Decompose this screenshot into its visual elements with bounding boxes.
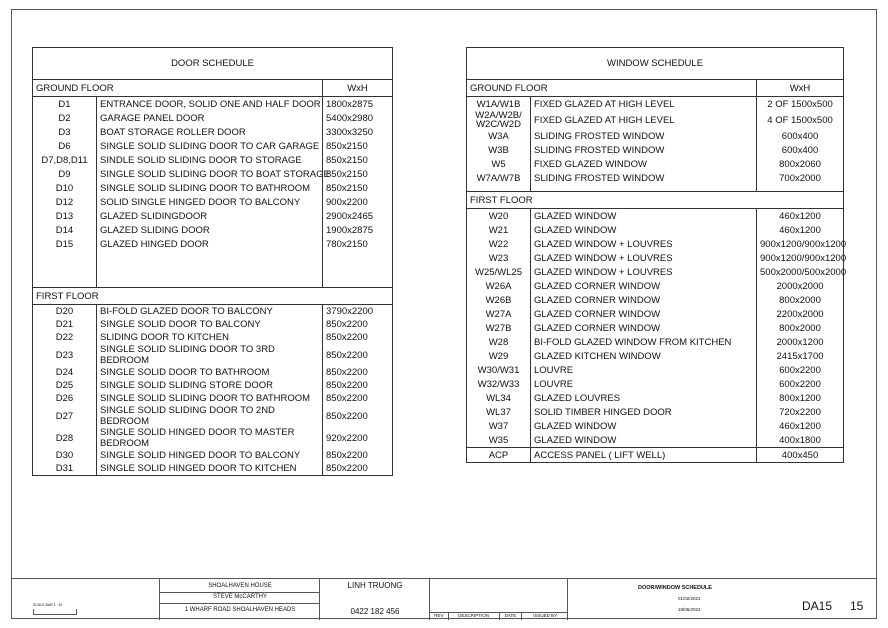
item-id: W1A/W1B — [467, 97, 531, 112]
item-id: W30/W31 — [467, 363, 531, 377]
table-row — [467, 433, 844, 448]
item-id: W32/W33 — [467, 377, 531, 391]
item-size: 600x400 — [757, 129, 844, 143]
table-row — [33, 223, 393, 237]
table-row — [33, 181, 393, 195]
item-description: SINGLE SOLID SLIDING DOOR TO BATHROOM — [97, 181, 323, 195]
table-row — [467, 377, 844, 391]
table-row — [33, 379, 393, 392]
size-header: WxH — [323, 80, 393, 97]
item-description: SINGLE SOLID SLIDING DOOR TO CAR GARAGE — [97, 139, 323, 153]
item-size: 850x2200 — [323, 344, 393, 366]
item-description: BI-FOLD GLAZED WINDOW FROM KITCHEN — [531, 335, 757, 349]
item-id: D26 — [33, 392, 97, 405]
table-row — [467, 265, 844, 279]
item-description: SOLID SINGLE HINGED DOOR TO BALCONY — [97, 195, 323, 209]
item-description: SINDLE SOLID SLIDING DOOR TO STORAGE — [97, 153, 323, 167]
item-id: D1 — [33, 97, 97, 112]
item-description: GLAZED WINDOW + LOUVRES — [531, 237, 757, 251]
item-size: 400x450 — [757, 448, 844, 463]
item-size: 2415x1700 — [757, 349, 844, 363]
table-row — [33, 462, 393, 476]
sheet-number: 15 — [850, 599, 864, 613]
table-row — [33, 139, 393, 153]
table-row — [467, 448, 844, 463]
item-id: D20 — [33, 305, 97, 319]
item-size: 850x2150 — [323, 153, 393, 167]
item-size: 600x2200 — [757, 363, 844, 377]
section-heading: FIRST FLOOR — [467, 192, 844, 209]
table-row — [33, 449, 393, 462]
table-row — [467, 157, 844, 171]
spacer-cell — [33, 251, 97, 288]
table-row — [467, 307, 844, 321]
item-id: D9 — [33, 167, 97, 181]
item-id: D14 — [33, 223, 97, 237]
item-description: GARAGE PANEL DOOR — [97, 111, 323, 125]
item-size: 850x2200 — [323, 331, 393, 344]
item-description: SINGLE SOLID SLIDING DOOR TO 2ND BEDROOM — [97, 405, 323, 427]
scale-label: SCALE BAR 1 : 10 — [33, 603, 63, 607]
section-heading: GROUND FLOOR — [467, 80, 757, 97]
item-description: SINGLE SOLID DOOR TO BALCONY — [97, 318, 323, 331]
item-description: SINGLE SOLID SLIDING DOOR TO 3RD BEDROOM — [97, 344, 323, 366]
section-heading: GROUND FLOOR — [33, 80, 323, 97]
item-size: 2200x2000 — [757, 307, 844, 321]
item-size: 720x2200 — [757, 405, 844, 419]
item-id: W3A — [467, 129, 531, 143]
item-description: SINGLE SOLID HINGED DOOR TO MASTER BEDROOM — [97, 427, 323, 449]
item-size: 800x2000 — [757, 293, 844, 307]
item-size: 850x2150 — [323, 167, 393, 181]
item-size: 850x2200 — [323, 392, 393, 405]
rev-header-description: DESCRIPTION — [449, 613, 500, 620]
table-row — [33, 153, 393, 167]
item-description: GLAZED WINDOW + LOUVRES — [531, 251, 757, 265]
item-size: 2900x2465 — [323, 209, 393, 223]
item-description: GLAZED CORNER WINDOW — [531, 293, 757, 307]
item-id: W27A — [467, 307, 531, 321]
item-id: W35 — [467, 433, 531, 448]
item-description: SLIDING FROSTED WINDOW — [531, 143, 757, 157]
item-description: GLAZED CORNER WINDOW — [531, 321, 757, 335]
item-id: WL34 — [467, 391, 531, 405]
sheet-title: DOOR/WINDOW SCHEDULE — [638, 585, 712, 591]
table-row — [467, 391, 844, 405]
item-description: GLAZED WINDOW — [531, 433, 757, 448]
spacer-cell — [97, 251, 323, 288]
designer-name: LINH TRUONG — [347, 581, 403, 590]
table-row — [33, 251, 393, 288]
table-row — [467, 192, 844, 209]
table-row — [467, 223, 844, 237]
project-number: 01/02/2021 — [678, 596, 701, 601]
item-description: GLAZED SLIDING DOOR — [97, 223, 323, 237]
item-size: 3300x3250 — [323, 125, 393, 139]
schedule-title: WINDOW SCHEDULE — [467, 48, 844, 80]
item-size: 900x2200 — [323, 195, 393, 209]
item-description: ENTRANCE DOOR, SOLID ONE AND HALF DOOR — [97, 97, 323, 112]
item-size: 2000x1200 — [757, 335, 844, 349]
table-row — [467, 251, 844, 265]
item-id: W26B — [467, 293, 531, 307]
table-row — [467, 97, 844, 112]
item-description: GLAZED KITCHEN WINDOW — [531, 349, 757, 363]
item-size: 2000x2000 — [757, 279, 844, 293]
item-description: SINGLE SOLID DOOR TO BATHROOM — [97, 366, 323, 379]
item-id: D24 — [33, 366, 97, 379]
item-description: SLIDING FROSTED WINDOW — [531, 129, 757, 143]
item-id: D12 — [33, 195, 97, 209]
item-description: BI-FOLD GLAZED DOOR TO BALCONY — [97, 305, 323, 319]
size-header: WxH — [757, 80, 844, 97]
table-row — [33, 111, 393, 125]
table-row — [33, 167, 393, 181]
table-row — [467, 405, 844, 419]
table-row — [33, 305, 393, 319]
item-id: D3 — [33, 125, 97, 139]
item-id: W20 — [467, 209, 531, 224]
item-size: 850x2200 — [323, 366, 393, 379]
item-id: D31 — [33, 462, 97, 476]
item-size: 460x1200 — [757, 223, 844, 237]
table-row — [33, 125, 393, 139]
title-block — [11, 578, 877, 620]
item-id: D7,D8,D11 — [33, 153, 97, 167]
revision-table — [429, 579, 568, 620]
rev-header-issued-by: ISSUED BY — [533, 613, 558, 618]
item-id: D21 — [33, 318, 97, 331]
section-heading: FIRST FLOOR — [33, 288, 393, 305]
scale-bar — [33, 609, 77, 615]
table-row — [467, 111, 844, 129]
item-size: 850x2200 — [323, 318, 393, 331]
item-description: SINGLE SOLID SLIDING STORE DOOR — [97, 379, 323, 392]
item-description: SLIDING FROSTED WINDOW — [531, 171, 757, 185]
item-id: ACP — [467, 448, 531, 463]
table-row — [33, 48, 393, 80]
item-description: GLAZED WINDOW — [531, 223, 757, 237]
item-size: 850x2200 — [323, 405, 393, 427]
project-name: SHOALHAVEN HOUSE — [208, 583, 272, 589]
item-id: D30 — [33, 449, 97, 462]
item-description: BOAT STORAGE ROLLER DOOR — [97, 125, 323, 139]
table-row — [33, 97, 393, 112]
item-id: D15 — [33, 237, 97, 251]
item-id: W23 — [467, 251, 531, 265]
item-description: GLAZED LOUVRES — [531, 391, 757, 405]
table-row — [467, 335, 844, 349]
item-size: 1900x2875 — [323, 223, 393, 237]
item-description: FIXED GLAZED AT HIGH LEVEL — [531, 111, 757, 129]
item-id: W25/WL25 — [467, 265, 531, 279]
item-size: 850x2200 — [323, 379, 393, 392]
item-id: D28 — [33, 427, 97, 449]
item-id: W21 — [467, 223, 531, 237]
item-size: 900x1200/900x1200 — [757, 237, 844, 251]
table-row — [467, 321, 844, 335]
item-description: GLAZED CORNER WINDOW — [531, 307, 757, 321]
table-row — [467, 48, 844, 80]
item-description: GLAZED WINDOW — [531, 419, 757, 433]
item-description: FIXED GLAZED WINDOW — [531, 157, 757, 171]
item-id: W26A — [467, 279, 531, 293]
table-row — [33, 427, 393, 449]
item-size: 400x1800 — [757, 433, 844, 448]
item-id: D10 — [33, 181, 97, 195]
table-row — [33, 344, 393, 366]
item-description: GLAZED SLIDINGDOOR — [97, 209, 323, 223]
item-id: W27B — [467, 321, 531, 335]
table-row — [467, 80, 844, 97]
table-row — [33, 209, 393, 223]
item-id: W28 — [467, 335, 531, 349]
table-row — [467, 293, 844, 307]
item-size: 600x400 — [757, 143, 844, 157]
item-size: 800x2060 — [757, 157, 844, 171]
table-row — [467, 209, 844, 224]
table-row — [467, 363, 844, 377]
item-size: 1800x2875 — [323, 97, 393, 112]
item-id: D25 — [33, 379, 97, 392]
drawing-date: 18/06/2024 — [678, 607, 701, 612]
item-size: 850x2200 — [323, 462, 393, 476]
table-row — [467, 143, 844, 157]
item-size: 460x1200 — [757, 209, 844, 224]
item-description: GLAZED CORNER WINDOW — [531, 279, 757, 293]
rev-header-rev: REV — [430, 613, 449, 620]
rev-header-date: DATE — [500, 613, 523, 620]
item-id: WL37 — [467, 405, 531, 419]
item-id: D22 — [33, 331, 97, 344]
item-description: SINGLE SOLID HINGED DOOR TO KITCHEN — [97, 462, 323, 476]
table-row — [467, 171, 844, 185]
item-description: LOUVRE — [531, 363, 757, 377]
table-row — [33, 366, 393, 379]
spacer-cell — [323, 251, 393, 288]
item-description: FIXED GLAZED AT HIGH LEVEL — [531, 97, 757, 112]
designer-phone: 0422 182 456 — [350, 607, 400, 616]
item-description: GLAZED WINDOW + LOUVRES — [531, 265, 757, 279]
item-size: 850x2150 — [323, 181, 393, 195]
table-row — [467, 237, 844, 251]
item-id: W22 — [467, 237, 531, 251]
item-description: SINGLE SOLID HINGED DOOR TO BALCONY — [97, 449, 323, 462]
item-size: 460x1200 — [757, 419, 844, 433]
item-size: 920x2200 — [323, 427, 393, 449]
item-description: SINGLE SOLID SLIDING DOOR TO BATHROOM — [97, 392, 323, 405]
item-size: 780x2150 — [323, 237, 393, 251]
item-id: W5 — [467, 157, 531, 171]
client-name: STEVE McCARTHY — [213, 594, 267, 600]
item-description: SINGLE SOLID SLIDING DOOR TO BOAT STORAGE — [97, 167, 323, 181]
item-size: 850x2150 — [323, 139, 393, 153]
item-size: 850x2200 — [323, 449, 393, 462]
item-description: GLAZED HINGED DOOR — [97, 237, 323, 251]
item-size: 500x2000/500x2000 — [757, 265, 844, 279]
table-row — [33, 331, 393, 344]
item-id: W3B — [467, 143, 531, 157]
item-id: D13 — [33, 209, 97, 223]
site-address: 1 WHARF ROAD SHOALHAVEN HEADS — [184, 607, 296, 613]
table-row — [33, 195, 393, 209]
item-size: 800x1200 — [757, 391, 844, 405]
table-row — [467, 349, 844, 363]
table-row — [467, 279, 844, 293]
item-id: W29 — [467, 349, 531, 363]
table-row — [33, 405, 393, 427]
schedule-title: DOOR SCHEDULE — [33, 48, 393, 80]
item-id: D6 — [33, 139, 97, 153]
item-description: SOLID TIMBER HINGED DOOR — [531, 405, 757, 419]
window-schedule-table — [466, 47, 847, 463]
item-id: W2A/W2B/ W2C/W2D — [467, 111, 531, 129]
item-id: D23 — [33, 344, 97, 366]
item-description: GLAZED WINDOW — [531, 209, 757, 224]
item-size: 4 OF 1500x500 — [757, 111, 844, 129]
item-size: 2 OF 1500x500 — [757, 97, 844, 112]
table-row — [33, 392, 393, 405]
table-row — [467, 419, 844, 433]
item-description: LOUVRE — [531, 377, 757, 391]
item-size: 900x1200/900x1200 — [757, 251, 844, 265]
item-size: 700x2000 — [757, 171, 844, 185]
item-id: D27 — [33, 405, 97, 427]
table-row — [467, 129, 844, 143]
item-id: D2 — [33, 111, 97, 125]
item-id: W7A/W7B — [467, 171, 531, 185]
table-row — [33, 80, 393, 97]
drawing-number: DA15 — [802, 599, 833, 613]
item-size: 3790x2200 — [323, 305, 393, 319]
item-description: ACCESS PANEL ( LIFT WELL) — [531, 448, 757, 463]
item-size: 5400x2980 — [323, 111, 393, 125]
item-description: SLIDING DOOR TO KITCHEN — [97, 331, 323, 344]
door-schedule-table — [32, 47, 393, 476]
item-size: 800x2000 — [757, 321, 844, 335]
table-row — [33, 318, 393, 331]
table-row — [33, 237, 393, 251]
item-id: W37 — [467, 419, 531, 433]
table-row — [33, 288, 393, 305]
item-size: 600x2200 — [757, 377, 844, 391]
